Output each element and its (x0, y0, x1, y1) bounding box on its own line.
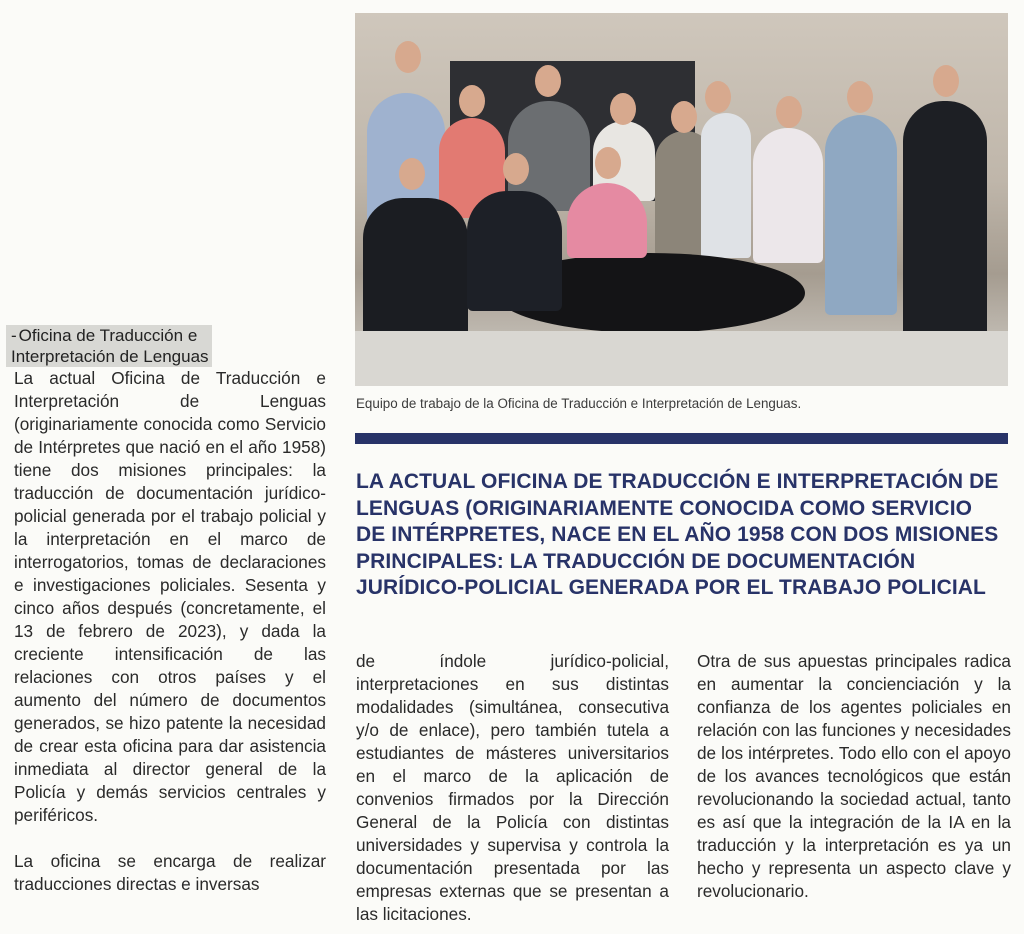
team-photo (355, 13, 1008, 386)
photo-head (671, 101, 697, 133)
photo-head (395, 41, 421, 73)
article-paragraph-2: La oficina se encarga de realizar traducciones directas e inversas (14, 851, 326, 894)
pull-quote: LA ACTUAL OFICINA DE TRADUCCIÓN E INTERPRETACIÓN DE LENGUAS (ORIGINARIAMENTE CONOCIDA COMO SERVICIO DE INTÉRPRETES, NACE EN EL AÑO 1958 CON DOS MISIONES PRINCIPALES: LA TRADUCCIÓN DE DOCUMENTACIÓN JURÍDICO-POLICIAL GENERADA POR EL TRABAJO POLICIAL (356, 470, 999, 599)
middle-column (356, 650, 669, 926)
photo-head (933, 65, 959, 97)
photo-person (567, 183, 647, 258)
photo-person (701, 113, 751, 258)
article-paragraph-1: La actual Oficina de Traducción e Interpretación de Lenguas (originariamente conocida como Servicio de Intérpretes que nació en el año 1958) tiene dos misiones principales: la traducción de documentación jurídico-policial generada por el trabajo policial y la interpretación en el marco de interrogatorios, tomas de declaraciones e investigaciones policiales. Sesenta y cinco años después (concretamente, el 13 de febrero de 2023), y dada la creciente intensificación de las relaciones con otros países y el aumento del número de documentos generados, se hizo patente la necesidad de crear esta oficina para dar asistencia inmediata al director general de la Policía y demás servicios centrales y periféricos. (14, 368, 326, 825)
section-heading-line1: Oficina de Traducción e (18, 326, 198, 345)
photo-head (847, 81, 873, 113)
article-column-2: de índole jurídico-policial, interpretaciones en sus distintas modalidades (simultánea, consecutiva y/o de enlace), pero también tutela a estudiantes de másteres universitarios en el marco de la aplicación de convenios firmados por la Dirección General de la Policía con distintas universidades y supervisa y controla la documentación presentada por las empresas externas que se presentan a las licitaciones. (356, 651, 669, 924)
divider-bar (355, 433, 1008, 444)
article-column-3: Otra de sus apuestas principales radica en aumentar la concienciación y la confianza de los agentes policiales en relación con las funciones y necesidades de los intérpretes. Todo ello con el apoyo de los avances tecnológicos que están revolucionando la sociedad actual, tanto es así que la integración de la IA en la traducción y la interpretación es ya un hecho y representa un aspecto clave y revolucionario. (697, 651, 1011, 901)
photo-head (459, 85, 485, 117)
photo-caption: Equipo de trabajo de la Oficina de Traducción e Interpretación de Lenguas. (356, 396, 802, 411)
photo-head (595, 147, 621, 179)
photo-floor (355, 331, 1008, 386)
photo-head (705, 81, 731, 113)
photo-person (467, 191, 562, 311)
photo-person (825, 115, 897, 315)
photo-head (776, 96, 802, 128)
left-column (11, 325, 326, 896)
section-heading: - Oficina de Traducción e Interpretación de Lenguas (6, 325, 212, 367)
photo-person (903, 101, 987, 341)
photo-head (503, 153, 529, 185)
photo-head (610, 93, 636, 125)
section-heading-line2: Interpretación de Lenguas (11, 347, 209, 366)
photo-head (399, 158, 425, 190)
right-column (697, 650, 1011, 903)
photo-head (535, 65, 561, 97)
photo-person (753, 128, 823, 263)
